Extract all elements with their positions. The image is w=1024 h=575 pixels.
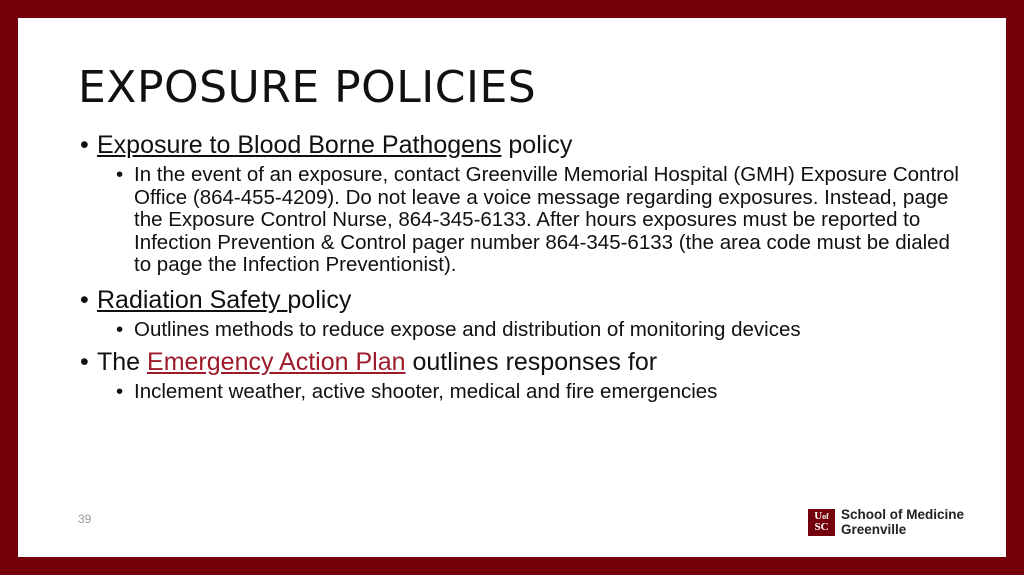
school-logo bbox=[808, 507, 988, 541]
bullet-text: outlines responses for bbox=[405, 348, 658, 376]
bullet-text: The bbox=[97, 348, 148, 376]
sub-bullet-text: Inclement weather, active shooter, medical and fire emergencies bbox=[134, 380, 718, 403]
sub-bullet-exposure-procedure bbox=[80, 164, 960, 277]
sub-bullet-emergencies bbox=[80, 381, 960, 404]
emergency-action-plan-link[interactable]: Emergency Action Plan bbox=[147, 348, 406, 376]
logo-line-2: Greenville bbox=[841, 522, 907, 537]
sub-bullet-icon: • bbox=[116, 163, 124, 186]
bullet-item-emergency bbox=[80, 347, 960, 377]
sub-bullet-icon: • bbox=[116, 317, 124, 341]
bullet-icon: • bbox=[80, 131, 89, 159]
bullet-item-bloodborne bbox=[80, 130, 960, 160]
radiation-safety-link[interactable]: Radiation Safety bbox=[97, 285, 288, 314]
sub-bullet-icon: • bbox=[116, 380, 124, 403]
usc-logo-icon: Uof SC bbox=[808, 509, 835, 536]
page-number: 39 bbox=[78, 512, 92, 526]
bullet-list bbox=[80, 130, 960, 404]
sub-bullet-text: Outlines methods to reduce expose and distribution of monitoring devices bbox=[134, 317, 801, 341]
bullet-icon: • bbox=[80, 348, 89, 376]
slide-title: EXPOSURE POLICIES bbox=[78, 62, 537, 113]
bullet-item-radiation bbox=[80, 285, 960, 315]
sub-bullet-radiation bbox=[80, 319, 960, 342]
sub-bullet-text: In the event of an exposure, contact Greenville Memorial Hospital (GMH) Exposure Control Office (864-455-4209). Do not leave a voice message regarding exposures. Instead, page the Exposure Control Nurse, 864-345-6133. After hours exposures must be reported to Infection Prevention & Control pager number 864-345-6133 (the area code must be dialed to page the Infection Preventionist). bbox=[134, 163, 959, 276]
slide bbox=[18, 18, 1006, 557]
bullet-icon: • bbox=[80, 285, 89, 314]
logo-text bbox=[841, 507, 964, 537]
bullet-text: policy bbox=[501, 131, 573, 159]
bloodborne-pathogens-link[interactable]: Exposure to Blood Borne Pathogens bbox=[97, 131, 502, 159]
bullet-text: policy bbox=[287, 285, 352, 314]
logo-line-1: School of Medicine bbox=[841, 507, 965, 522]
